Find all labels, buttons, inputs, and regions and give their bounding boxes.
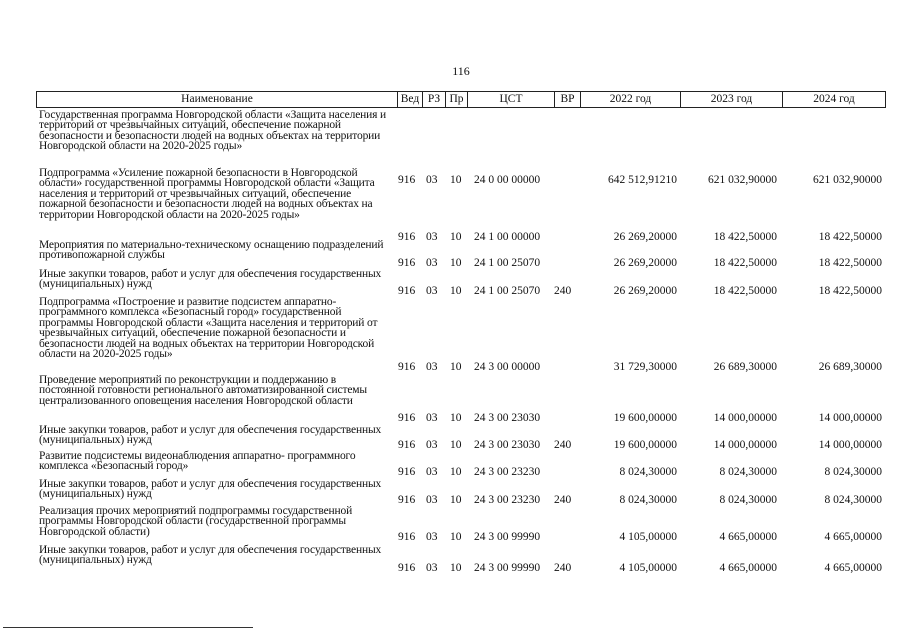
header-2023: 2023 год <box>680 92 782 107</box>
row-ved: 916 <box>398 562 416 574</box>
row-2024: 14 000,00000 <box>818 439 882 451</box>
row-name: Проведение мероприятий по реконструкции и поддержанию в постоянной готовности регионального автоматизированной системы централизованного оповещения населения Новгородской области <box>39 374 367 407</box>
row-2022: 19 600,00000 <box>613 439 677 451</box>
header-2024: 2024 год <box>782 92 885 107</box>
row-rz: 03 <box>426 562 438 574</box>
row-2024: 4 665,00000 <box>824 531 882 543</box>
row-cst: 24 1 00 25070 <box>474 285 541 297</box>
row-name: Иные закупки товаров, работ и услуг для обеспечения государственных (муниципальных) нужд <box>39 544 382 567</box>
row-name: Иные закупки товаров, работ и услуг для обеспечения государственных (муниципальных) нужд <box>39 478 382 501</box>
row-pr: 10 <box>450 531 462 543</box>
row-ved: 916 <box>398 466 416 478</box>
row-2022: 26 269,20000 <box>613 257 677 269</box>
row-2023: 26 689,30000 <box>713 361 777 373</box>
row-rz: 03 <box>426 231 438 243</box>
row-cst: 24 3 00 23230 <box>474 494 541 506</box>
row-name: Реализация прочих мероприятий подпрограммы государственной программы Новгородской области (государственной программы Новгородской области) <box>39 505 353 538</box>
row-pr: 10 <box>450 562 462 574</box>
row-name: Государственная программа Новгородской области «Защита населения и территорий от чрезвычайных ситуаций, обеспечение пожарной безопасности и безопасности людей на водных объектах на территории Новгородской области на 2020-2025 годы» <box>39 109 387 153</box>
row-2023: 8 024,30000 <box>719 494 777 506</box>
row-rz: 03 <box>426 285 438 297</box>
row-ved: 916 <box>398 412 416 424</box>
row-2022: 642 512,91210 <box>608 174 677 186</box>
row-ved: 916 <box>398 285 416 297</box>
row-2024: 26 689,30000 <box>818 361 882 373</box>
row-cst: 24 3 00 99990 <box>474 531 541 543</box>
row-2024: 4 665,00000 <box>824 562 882 574</box>
row-pr: 10 <box>450 257 462 269</box>
row-2023: 8 024,30000 <box>719 466 777 478</box>
row-2024: 621 032,90000 <box>813 174 882 186</box>
row-rz: 03 <box>426 412 438 424</box>
row-name: Иные закупки товаров, работ и услуг для обеспечения государственных (муниципальных) нужд <box>39 424 382 447</box>
row-ved: 916 <box>398 494 416 506</box>
row-vr: 240 <box>554 285 572 297</box>
row-2024: 8 024,30000 <box>824 466 882 478</box>
row-2024: 14 000,00000 <box>818 412 882 424</box>
row-2024: 8 024,30000 <box>824 494 882 506</box>
row-2022: 4 105,00000 <box>619 562 677 574</box>
row-ved: 916 <box>398 257 416 269</box>
row-pr: 10 <box>450 494 462 506</box>
row-cst: 24 3 00 23230 <box>474 466 541 478</box>
row-pr: 10 <box>450 466 462 478</box>
row-pr: 10 <box>450 174 462 186</box>
row-cst: 24 1 00 00000 <box>474 231 541 243</box>
header-rz: РЗ <box>422 92 445 107</box>
row-2023: 18 422,50000 <box>713 257 777 269</box>
row-2023: 621 032,90000 <box>708 174 777 186</box>
header-2022: 2022 год <box>580 92 680 107</box>
row-2022: 26 269,20000 <box>613 231 677 243</box>
row-rz: 03 <box>426 174 438 186</box>
row-name: Подпрограмма «Усиление пожарной безопасности в Новгородской области» государственной программы Новгородской области «Защита населения и территорий от чрезвычайных ситуаций, обеспечение пожарной безопасности и безопасности людей на водных объектах на территории Новгородской области на 2020-2025 годы» <box>39 167 375 221</box>
row-2022: 19 600,00000 <box>613 412 677 424</box>
row-ved: 916 <box>398 439 416 451</box>
row-2022: 8 024,30000 <box>619 466 677 478</box>
row-2022: 8 024,30000 <box>619 494 677 506</box>
row-pr: 10 <box>450 285 462 297</box>
row-rz: 03 <box>426 466 438 478</box>
header-pr: Пр <box>445 92 467 107</box>
row-ved: 916 <box>398 361 416 373</box>
row-pr: 10 <box>450 412 462 424</box>
row-2023: 18 422,50000 <box>713 231 777 243</box>
row-2023: 14 000,00000 <box>713 439 777 451</box>
row-2022: 4 105,00000 <box>619 531 677 543</box>
row-rz: 03 <box>426 531 438 543</box>
row-2024: 18 422,50000 <box>818 257 882 269</box>
row-2022: 26 269,20000 <box>613 285 677 297</box>
row-rz: 03 <box>426 361 438 373</box>
page-number: 116 <box>452 64 470 78</box>
row-cst: 24 3 00 00000 <box>474 361 541 373</box>
row-cst: 24 3 00 23030 <box>474 412 541 424</box>
header-name: Наименование <box>181 93 253 105</box>
row-ved: 916 <box>398 231 416 243</box>
row-name: Подпрограмма «Построение и развитие подсистем аппаратно-программного комплекса «Безопасный город» государственной программы Новгородской области «Защита населения и территорий от чрезвычайных ситуаций, обеспечение пожарной безопасности и безопасности людей на водных объектах на территории Новгородской области на 2020-2025 годы» <box>39 296 378 361</box>
row-pr: 10 <box>450 361 462 373</box>
row-2023: 4 665,00000 <box>719 562 777 574</box>
row-rz: 03 <box>426 257 438 269</box>
row-2023: 18 422,50000 <box>713 285 777 297</box>
row-cst: 24 3 00 99990 <box>474 562 541 574</box>
row-2022: 31 729,30000 <box>613 361 677 373</box>
row-cst: 24 0 00 00000 <box>474 174 541 186</box>
row-2024: 18 422,50000 <box>818 285 882 297</box>
budget-table <box>36 91 886 574</box>
row-pr: 10 <box>450 439 462 451</box>
row-ved: 916 <box>398 174 416 186</box>
row-rz: 03 <box>426 494 438 506</box>
row-vr: 240 <box>554 439 572 451</box>
header-ved: Вед <box>397 92 422 107</box>
row-vr: 240 <box>554 562 572 574</box>
row-2024: 18 422,50000 <box>818 231 882 243</box>
row-cst: 24 1 00 25070 <box>474 257 541 269</box>
row-2023: 14 000,00000 <box>713 412 777 424</box>
row-pr: 10 <box>450 231 462 243</box>
row-name: Иные закупки товаров, работ и услуг для обеспечения государственных (муниципальных) нужд <box>39 268 382 291</box>
row-name: Развитие подсистемы видеонаблюдения аппаратно- программного комплекса «Безопасный город» <box>39 450 356 473</box>
header-vr: ВР <box>554 92 580 107</box>
table-header <box>36 91 886 108</box>
row-rz: 03 <box>426 439 438 451</box>
row-cst: 24 3 00 23030 <box>474 439 541 451</box>
row-name: Мероприятия по материально-техническому оснащению подразделений противопожарной службы <box>39 239 384 262</box>
footnote-divider <box>3 627 253 628</box>
row-2023: 4 665,00000 <box>719 531 777 543</box>
header-cst: ЦСТ <box>467 92 554 107</box>
row-ved: 916 <box>398 531 416 543</box>
row-vr: 240 <box>554 494 572 506</box>
